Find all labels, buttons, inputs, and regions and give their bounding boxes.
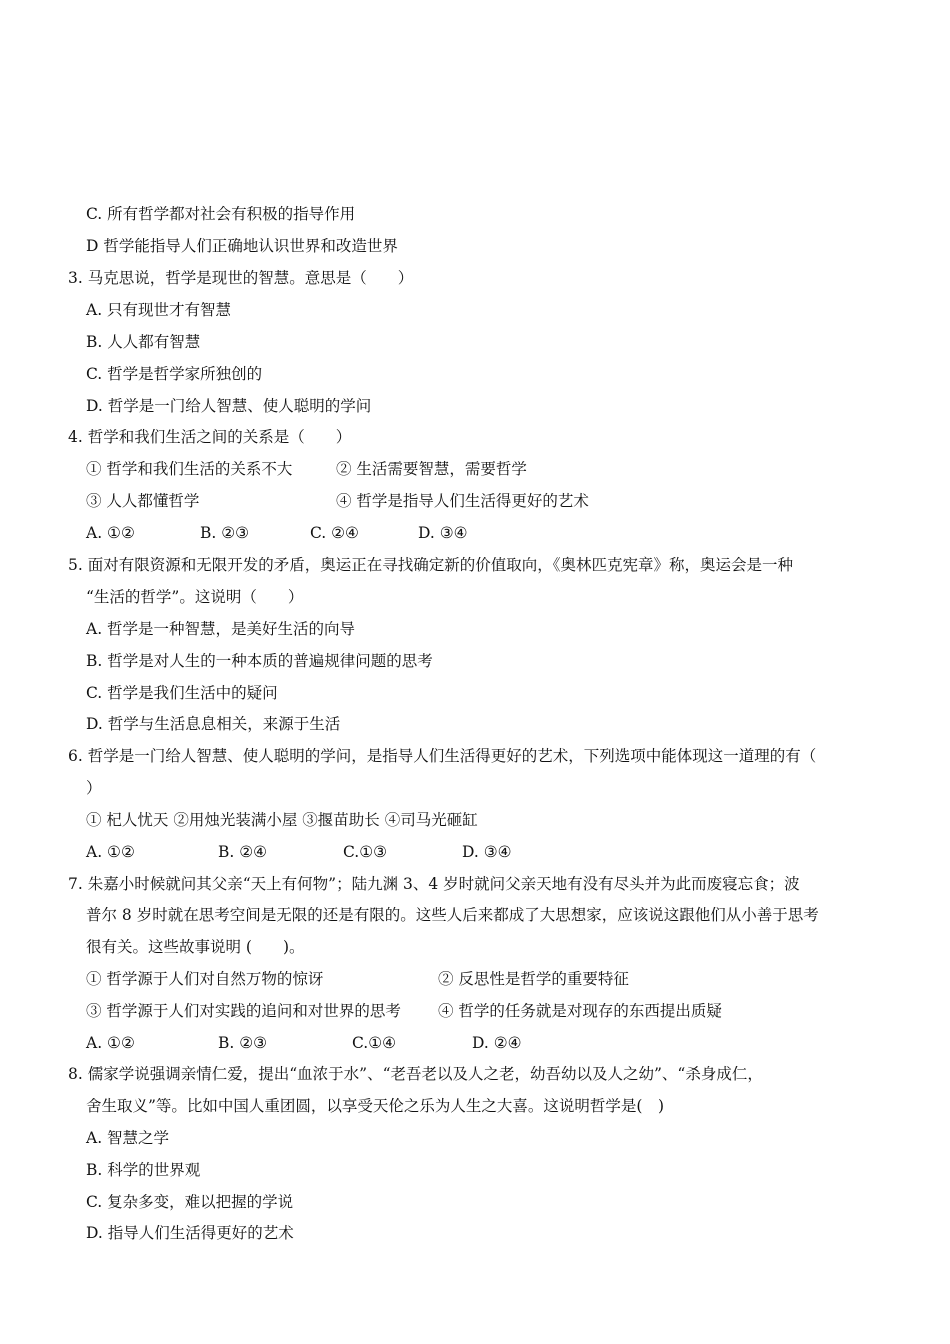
q3-option-b: B. 人人都有智慧	[86, 333, 201, 351]
q4-option-a: A. ①②	[86, 524, 135, 542]
q6-option-d: D. ③④	[462, 843, 512, 861]
q7-item-1: ① 哲学源于人们对自然万物的惊讶	[86, 970, 324, 988]
q5-option-b: B. 哲学是对人生的一种本质的普遍规律问题的思考	[86, 652, 433, 670]
q6-stem-line2: ）	[86, 779, 102, 797]
q5-option-c: C. 哲学是我们生活中的疑问	[86, 684, 278, 702]
q7-item-3: ③ 哲学源于人们对实践的追问和对世界的思考	[86, 1002, 401, 1020]
q2-option-c: C. 所有哲学都对社会有积极的指导作用	[86, 205, 356, 223]
q6-option-b: B. ②④	[218, 843, 268, 861]
q8-option-d: D. 指导人们生活得更好的艺术	[86, 1224, 294, 1242]
q7-option-d: D. ②④	[472, 1034, 522, 1052]
q6-option-c: C.①③	[343, 843, 388, 861]
q7-item-4: ④ 哲学的任务就是对现存的东西提出质疑	[438, 1002, 722, 1020]
q6-option-a: A. ①②	[86, 843, 135, 861]
q7-stem-line1: 7. 朱嘉小时候就问其父亲“天上有何物”；陆九渊 3、4 岁时就问父亲天地有没有尽头并为此而废寝忘食；波	[68, 875, 800, 893]
q7-option-b: B. ②③	[218, 1034, 268, 1052]
q4-item-3: ③ 人人都懂哲学	[86, 492, 200, 510]
q5-stem-line1: 5. 面对有限资源和无限开发的矛盾，奥运正在寻找确定新的价值取向，《奥林匹克宪章》称，奥运会是一种	[68, 556, 793, 574]
q4-option-b: B. ②③	[200, 524, 250, 542]
q7-item-2: ② 反思性是哲学的重要特征	[438, 970, 629, 988]
q5-stem-line2: “生活的哲学”。这说明（ ）	[86, 588, 304, 606]
q7-option-a: A. ①②	[86, 1034, 135, 1052]
q3-option-a: A. 只有现世才有智慧	[86, 301, 232, 319]
q5-option-d: D. 哲学与生活息息相关，来源于生活	[86, 715, 341, 733]
q4-item-1: ① 哲学和我们生活的关系不大	[86, 460, 293, 478]
q3-option-c: C. 哲学是哲学家所独创的	[86, 365, 263, 383]
q4-option-c: C. ②④	[310, 524, 359, 542]
q6-stem-line1: 6. 哲学是一门给人智慧、使人聪明的学问，是指导人们生活得更好的艺术，下列选项中能体现这一道理的有（	[68, 747, 817, 765]
q8-option-c: C. 复杂多变，难以把握的学说	[86, 1193, 294, 1211]
q8-stem-line1: 8. 儒家学说强调亲情仁爱，提出“血浓于水”、“老吾老以及人之老，幼吾幼以及人之幼”、“杀身成仁，	[68, 1065, 763, 1083]
q5-option-a: A. 哲学是一种智慧，是美好生活的向导	[86, 620, 356, 638]
q2-option-d: D 哲学能指导人们正确地认识世界和改造世界	[86, 237, 398, 255]
q3-option-d: D. 哲学是一门给人智慧、使人聪明的学问	[86, 397, 372, 415]
q7-stem-line2: 普尔 8 岁时就在思考空间是无限的还是有限的。这些人后来都成了大思想家，应该说这跟他们从小善于思考	[86, 906, 819, 924]
q3-stem: 3. 马克思说，哲学是现世的智慧。意思是（ ）	[68, 269, 414, 287]
q4-item-4: ④ 哲学是指导人们生活得更好的艺术	[336, 492, 589, 510]
q4-item-2: ② 生活需要智慧，需要哲学	[336, 460, 527, 478]
q4-option-d: D. ③④	[418, 524, 468, 542]
q8-stem-line2: 舍生取义”等。比如中国人重团圆，以享受天伦之乐为人生之大喜。这说明哲学是( )	[86, 1097, 665, 1115]
q8-option-b: B. 科学的世界观	[86, 1161, 201, 1179]
q7-option-c: C.①④	[352, 1034, 397, 1052]
q4-stem: 4. 哲学和我们生活之间的关系是（ ）	[68, 428, 352, 446]
q7-stem-line3: 很有关。这些故事说明 ( )。	[86, 938, 305, 956]
q6-items: ① 杞人忧天 ②用烛光装满小屋 ③揠苗助长 ④司马光砸缸	[86, 811, 478, 829]
q8-option-a: A. 智慧之学	[86, 1129, 170, 1147]
